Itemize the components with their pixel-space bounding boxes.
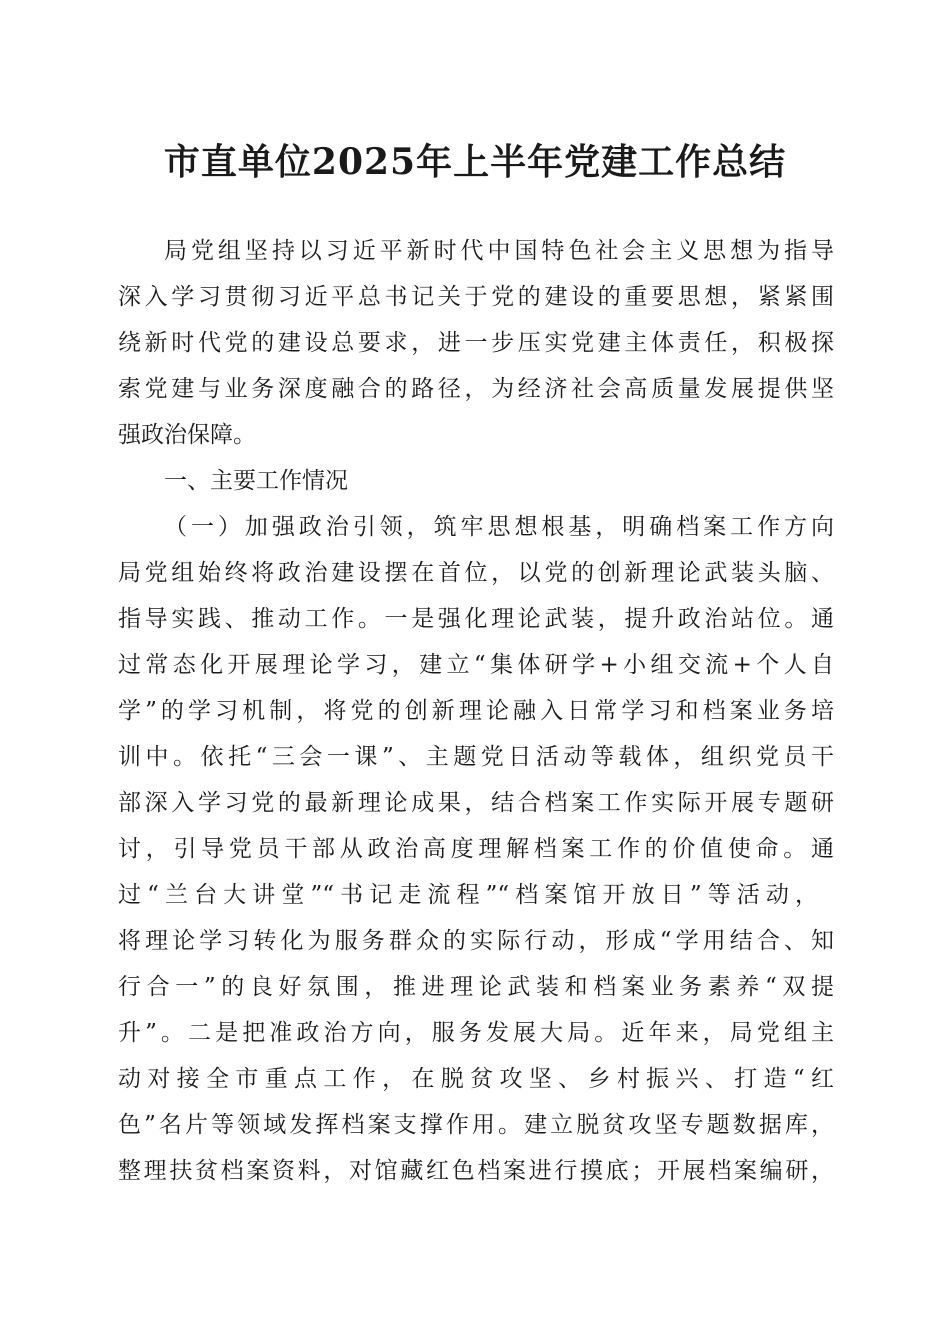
body-line: 过常态化开展理论学习，建立“集体研学+小组交流+个人自 (118, 652, 834, 678)
body-line: 整理扶贫档案资料，对馆藏红色档案进行摸底；开展档案编研， (118, 1158, 834, 1184)
body-line: 深入学习贯彻习近平总书记关于党的建设的重要思想，紧紧围 (118, 284, 834, 310)
body-line: 将理论学习转化为服务群众的实际行动，形成“学用结合、知 (118, 928, 834, 954)
body-line: 行合一”的良好氛围，推进理论武装和档案业务素养“双提 (118, 974, 834, 1000)
subsection-heading: （一）加强政治引领，筑牢思想根基，明确档案工作方向 (164, 514, 834, 540)
body-line: 强政治保障。 (118, 422, 256, 448)
body-line: 过“兰台大讲堂”“书记走流程”“档案馆开放日”等活动， (118, 882, 818, 908)
body-line: 局党组始终将政治建设摆在首位，以党的创新理论武装头脑、 (118, 560, 834, 586)
body-line: 动对接全市重点工作，在脱贫攻坚、乡村振兴、打造“红 (118, 1066, 834, 1092)
document-title: 市直单位2025年上半年党建工作总结 (163, 141, 787, 183)
body-line: 升”。二是把准政治方向，服务发展大局。近年来，局党组主 (118, 1020, 834, 1046)
section-heading: 一、主要工作情况 (164, 468, 348, 494)
body-line: 色”名片等领域发挥档案支撑作用。建立脱贫攻坚专题数据库， (118, 1112, 834, 1138)
body-line: 部深入学习党的最新理论成果，结合档案工作实际开展专题研 (118, 790, 834, 816)
body-line: 指导实践、推动工作。一是强化理论武装，提升政治站位。通 (118, 606, 834, 632)
body-line: 学”的学习机制，将党的创新理论融入日常学习和档案业务培 (118, 698, 834, 724)
body-line: 局党组坚持以习近平新时代中国特色社会主义思想为指导 (164, 238, 834, 264)
body-line: 讨，引导党员干部从政治高度理解档案工作的价值使命。通 (118, 836, 834, 862)
body-line: 索党建与业务深度融合的路径，为经济社会高质量发展提供坚 (118, 376, 834, 402)
body-line: 绕新时代党的建设总要求，进一步压实党建主体责任，积极探 (118, 330, 834, 356)
body-line: 训中。依托“三会一课”、主题党日活动等载体，组织党员干 (118, 744, 834, 770)
